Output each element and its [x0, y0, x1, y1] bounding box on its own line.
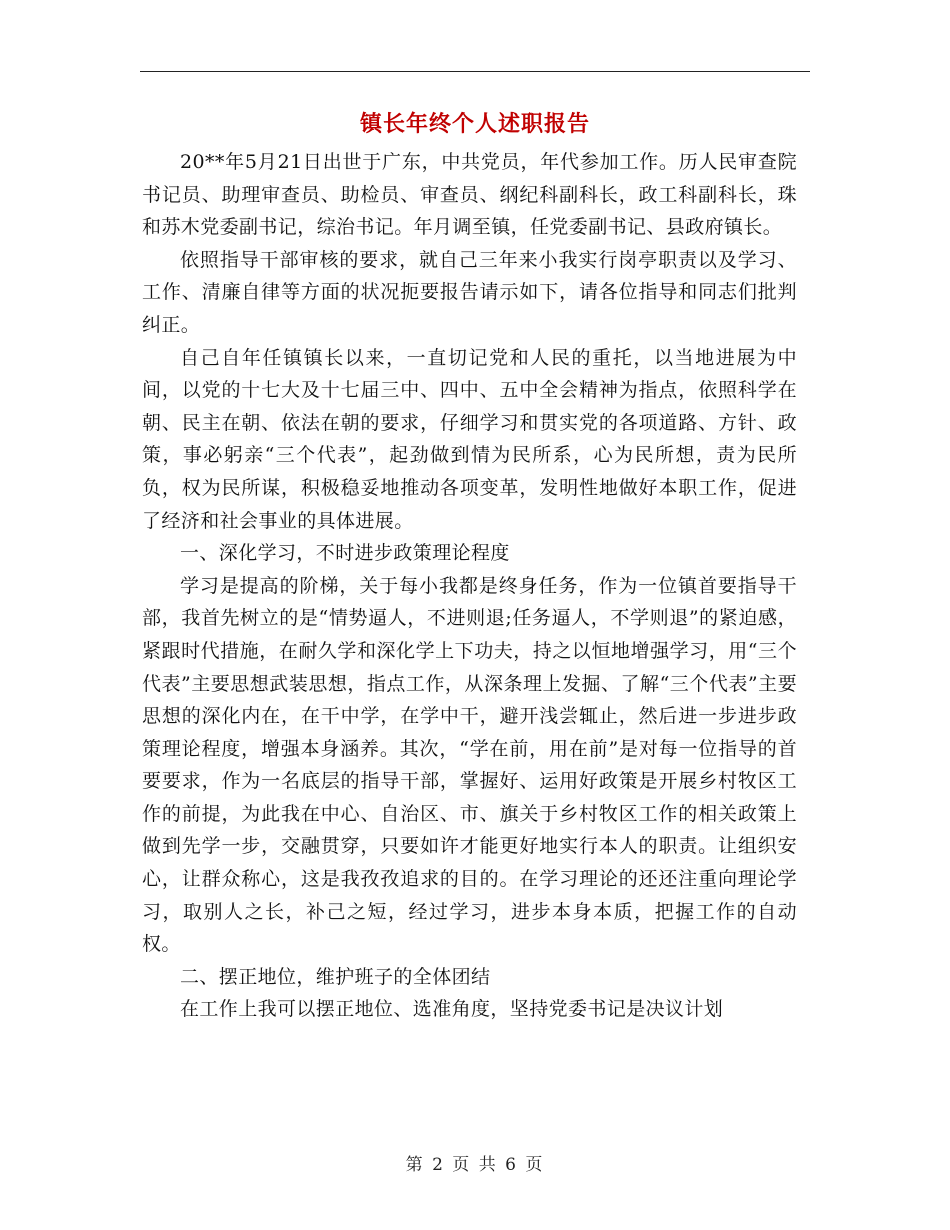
document-body — [142, 146, 797, 1026]
page-number: 第 2 页 共 6 页 — [405, 1155, 545, 1175]
section-heading-2: 二、摆正地位，维护班子的全体团结 — [180, 965, 491, 988]
paragraph-bio: 20**年5月21日出世于广东，中共党员，年代参加工作。历人民审查院书记员、助理审查员、助检员、审查员、纲纪科副科长，政工科副科长，珠和苏木党委副书记，综治书记。年月调至镇，任党委副书记、县政府镇长。 — [142, 151, 797, 239]
document-title: 镇长年终个人述职报告 — [359, 111, 590, 137]
header-rule — [140, 71, 810, 72]
paragraph-position: 在工作上我可以摆正地位、选准角度，坚持党委书记是决议计划 — [180, 998, 724, 1021]
paragraph-overview: 自己自年任镇镇长以来，一直切记党和人民的重托，以当地进展为中间，以党的十七大及十七届三中、四中、五中全会精神为指点，依照科学在朝、民主在朝、依法在朝的要求，仔细学习和贯实党的各项道路、方针、政策，事必躬亲“三个代表”，起劲做到情为民所系，心为民所想，责为民所负，权为民所谋，积极稳妥地推动各项变革，发明性地做好本职工作，促进了经济和社会事业的具体进展。 — [142, 346, 797, 532]
paragraph-intro: 依照指导干部审核的要求，就自己三年来小我实行岗亭职责以及学习、工作、清廉自律等方面的状况扼要报告请示如下，请各位指导和同志们批判纠正。 — [142, 248, 797, 336]
paragraph-study: 学习是提高的阶梯，关于每小我都是终身任务，作为一位镇首要指导干部，我首先树立的是“情势逼人，不进则退;任务逼人，不学则退”的紧迫感，紧跟时代措施，在耐久学和深化学上下功夫，持之以恒地增强学习，用“三个代表”主要思想武装思想，指点工作，从深条理上发掘、了解“三个代表”主要思想的深化内在，在干中学，在学中干，避开浅尝辄止，然后进一步进步政策理论程度，增强本身涵养。其次，“学在前，用在前”是对每一位指导的首要要求，作为一名底层的指导干部，掌握好、运用好政策是开展乡村牧区工作的前提，为此我在中心、自治区、市、旗关于乡村牧区工作的相关政策上做到先学一步，交融贯穿，只要如许才能更好地实行本人的职责。让组织安心，让群众称心，这是我孜孜追求的目的。在学习理论的还还注重向理论学习，取别人之长，补己之短，经过学习，进步本身本质，把握工作的自动权。 — [142, 574, 797, 956]
section-heading-1: 一、深化学习，不时进步政策理论程度 — [180, 542, 510, 565]
